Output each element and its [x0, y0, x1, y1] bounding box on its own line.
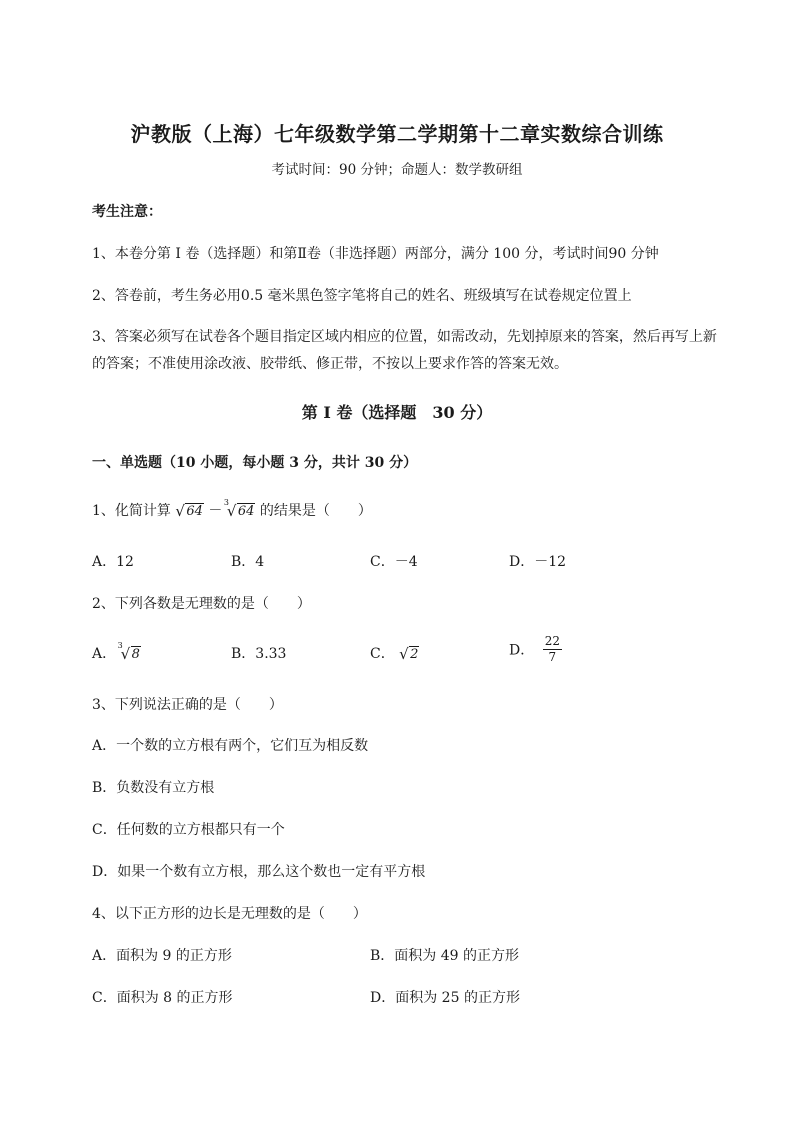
q1-option-a: A．12: [92, 554, 134, 570]
q3-option-d: D．如果一个数有立方根，那么这个数也一定有平方根: [92, 864, 426, 880]
q4-option-a: A．面积为 9 的正方形: [92, 948, 232, 964]
notice-item-3-continued: 的答案；不准使用涂改液、胶带纸、修正带，不按以上要求作答的答案无效。: [92, 356, 568, 372]
q4-option-d: D．面积为 25 的正方形: [370, 990, 520, 1006]
q1-sqrt-a: √ 64: [175, 502, 203, 520]
q2-option-c: C． √ 2: [370, 645, 419, 663]
cube-root-icon: √: [226, 502, 237, 520]
question-4: 4、以下正方形的边长是无理数的是（ ）: [92, 906, 367, 922]
sqrt-icon: √: [399, 645, 409, 663]
notice-item-2: 2、答卷前，考生务必用0.5 毫米黑色签字笔将自己的姓名、班级填写在试卷规定位置上: [92, 288, 632, 304]
q3-option-b: B．负数没有立方根: [92, 780, 215, 796]
question-3: 3、下列说法正确的是（ ）: [92, 697, 283, 713]
q1-option-d: D．－12: [509, 554, 567, 570]
q4-option-c: C．面积为 8 的正方形: [92, 990, 233, 1006]
q2-a-cbrt: 3 √ 8: [117, 641, 140, 663]
sqrt-icon: √: [175, 502, 185, 520]
part-heading: 一、单选题（10 小题，每小题 3 分，共计 30 分）: [92, 455, 418, 471]
question-1: [92, 500, 372, 520]
q2-option-d: D． $\frac{22}{7}$: [509, 634, 560, 664]
q3-option-c: C．任何数的立方根都只有一个: [92, 822, 285, 838]
notice-heading: 考生注意：: [92, 204, 162, 220]
q1-option-b: B．4: [231, 554, 265, 570]
exam-title: 沪教版（上海）七年级数学第二学期第十二章实数综合训练: [130, 122, 664, 146]
q1-cbrt-b: 3 √ 64: [223, 498, 255, 520]
q1-minus: －: [208, 503, 223, 519]
q3-option-a: A．一个数的立方根有两个，它们互为相反数: [92, 738, 369, 754]
q1-prefix: 1、化简计算: [92, 503, 171, 519]
q4-option-b: B．面积为 49 的正方形: [370, 948, 520, 964]
q1-option-c: C．－4: [370, 554, 418, 570]
cube-root-icon: √: [120, 645, 131, 663]
notice-item-1: 1、本卷分第 I 卷（选择题）和第Ⅱ卷（非选择题）两部分，满分 100 分，考试时间90 分钟: [92, 246, 659, 262]
notice-item-3: 3、答案必须写在试卷各个题目指定区域内相应的位置，如需改动，先划掉原来的答案，然后再写上新: [92, 329, 717, 345]
q1-suffix: 的结果是（ ）: [259, 503, 372, 519]
exam-subtitle: 考试时间：90 分钟；命题人：数学教研组: [271, 162, 523, 178]
question-2: 2、下列各数是无理数的是（ ）: [92, 596, 311, 612]
q2-c-sqrt: √ 2: [399, 645, 419, 663]
section-title: 第 I 卷（选择题 30 分）: [301, 403, 493, 422]
q2-option-b: B．3.33: [231, 646, 287, 662]
q2-option-a: A． 3 √ 8: [92, 641, 140, 663]
q2-d-fraction: $\frac{22}{7}$: [544, 634, 560, 664]
